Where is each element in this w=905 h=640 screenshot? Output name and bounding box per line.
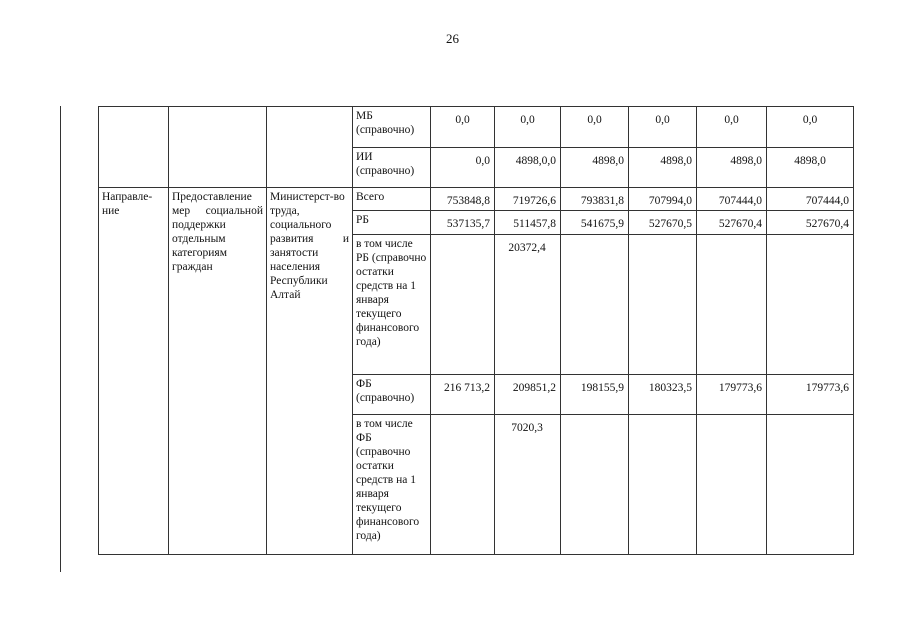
value-cell: 0,0 [431, 107, 495, 148]
source-cell: ФБ (справочно) [353, 375, 431, 415]
value-cell: 180323,5 [629, 375, 697, 415]
value-cell: 0,0 [629, 107, 697, 148]
empty-cell [99, 107, 169, 188]
value-cell: 179773,6 [697, 375, 767, 415]
value-cell [767, 415, 854, 555]
table-row [99, 107, 854, 148]
value-cell [697, 415, 767, 555]
value-cell: 707444,0 [697, 188, 767, 211]
value-cell: 541675,9 [561, 211, 629, 235]
value-cell [431, 235, 495, 375]
value-cell: 793831,8 [561, 188, 629, 211]
value-cell: 4898,0 [767, 148, 854, 188]
measure-cell: Предоставление мер социальной поддержки отдельным категориям граждан [169, 188, 267, 555]
value-cell: 707444,0 [767, 188, 854, 211]
value-cell: 0,0 [697, 107, 767, 148]
empty-cell [267, 107, 353, 188]
value-cell [767, 235, 854, 375]
value-cell: 719726,6 [495, 188, 561, 211]
value-cell: 707994,0 [629, 188, 697, 211]
value-cell: 0,0 [431, 148, 495, 188]
value-cell: 527670,5 [629, 211, 697, 235]
value-cell [697, 235, 767, 375]
source-cell: в том числе РБ (справочно остатки средств на 1 января текущего финансового года) [353, 235, 431, 375]
value-cell: 0,0 [767, 107, 854, 148]
value-cell: 198155,9 [561, 375, 629, 415]
page-number: 26 [446, 31, 459, 46]
value-cell: 216 713,2 [431, 375, 495, 415]
source-cell: в том числе ФБ (справочно остатки средств на 1 января текущего финансового года) [353, 415, 431, 555]
table-row [99, 188, 854, 211]
value-cell: 209851,2 [495, 375, 561, 415]
value-cell: 0,0 [495, 107, 561, 148]
value-cell: 4898,0,0 [495, 148, 561, 188]
value-cell: 753848,8 [431, 188, 495, 211]
value-cell [561, 415, 629, 555]
value-cell [629, 415, 697, 555]
value-cell: 179773,6 [767, 375, 854, 415]
value-cell: 527670,4 [767, 211, 854, 235]
value-cell: 20372,4 [495, 235, 561, 375]
value-cell [629, 235, 697, 375]
source-cell: МБ (справочно) [353, 107, 431, 148]
executor-cell: Министерст-во труда, социального развития и занятости населения Республики Алтай [267, 188, 353, 555]
value-cell: 0,0 [561, 107, 629, 148]
value-cell: 7020,3 [495, 415, 561, 555]
value-cell: 4898,0 [561, 148, 629, 188]
value-cell [431, 415, 495, 555]
source-cell: ИИ (справочно) [353, 148, 431, 188]
value-cell [561, 235, 629, 375]
value-cell: 4898,0 [697, 148, 767, 188]
empty-cell [169, 107, 267, 188]
left-margin-rule [60, 106, 61, 572]
source-cell: Всего [353, 188, 431, 211]
budget-table [98, 106, 854, 555]
source-cell: РБ [353, 211, 431, 235]
direction-cell: Направле-ние [99, 188, 169, 555]
value-cell: 4898,0 [629, 148, 697, 188]
value-cell: 511457,8 [495, 211, 561, 235]
value-cell: 537135,7 [431, 211, 495, 235]
value-cell: 527670,4 [697, 211, 767, 235]
